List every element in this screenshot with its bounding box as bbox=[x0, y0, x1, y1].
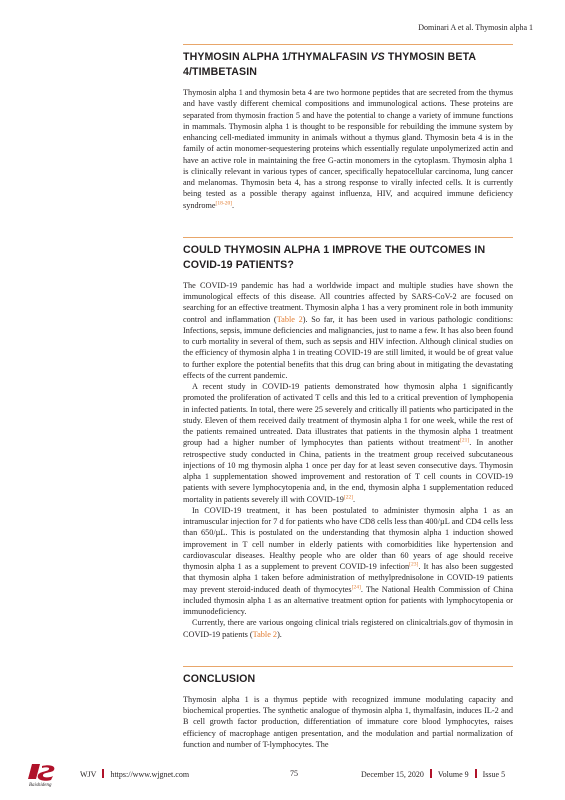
paragraph-text: Thymosin alpha 1 and thymosin beta 4 are two hormone peptides that are secreted from the thymus and have vastly different chemical compositions and immunological actions. These proteins are separated from thymosin fraction 5 and have the potential to change a variety of immune functions in mammals. Thymosin alpha 1 is thought to be responsible for rebuilding the immune system by enhancing cell-mediated immunity in animals without a thymus gland. Thymosin beta 4 is in the family of actin monomer-sequestering proteins which essentially regulate unpolymerized actin and have an active role in maintaining the free G-actin monomers in the cytoplasm. Thymosin alpha 1 is clinically relevant in various types of cancer, specifically hepatocellular carcinoma, lung cancer and melanomas. Thymosin beta 4, has a strong response to virally infected cells. It is currently being tested as a possible therapy against influenza, HIV, and acquired immune deficiency syndrome bbox=[183, 88, 513, 210]
page-number: 75 bbox=[290, 769, 298, 778]
page-footer bbox=[28, 762, 538, 788]
footer-issue-info bbox=[361, 769, 505, 779]
paragraph bbox=[183, 381, 513, 505]
section-title-conclusion: CONCLUSION bbox=[183, 672, 256, 685]
section-rule bbox=[183, 44, 513, 45]
footer-journal bbox=[80, 769, 189, 779]
title-part-a: THYMOSIN ALPHA 1/THYMALFASIN bbox=[183, 51, 371, 63]
publisher-logo-icon bbox=[28, 762, 68, 788]
publication-date: December 15, 2020 bbox=[361, 770, 424, 779]
paragraph-text: ). bbox=[277, 629, 282, 639]
svg-text:Baishideng: Baishideng bbox=[29, 783, 52, 788]
journal-abbrev: WJV bbox=[80, 770, 97, 779]
footer-separator bbox=[102, 769, 104, 778]
paragraph-text-end: . bbox=[232, 200, 235, 210]
paragraph-text: . The National Health Commission of China included thymosin alpha 1 as an alternative treatment option for patients with lymphocytopenia or immunodeficiency. bbox=[183, 584, 513, 616]
paragraph bbox=[183, 505, 513, 618]
paragraph-text: The COVID-19 pandemic has had a worldwide impact and multiple studies have shown the immunological effects of this disease. All countries affected by SARS-CoV-2 are focused on searching for an effective treatment. Thymosin alpha 1 has a very prominent role in both immunity control and inflammation ( bbox=[183, 280, 513, 324]
paragraph bbox=[183, 280, 513, 381]
paragraph: Thymosin alpha 1 is a thymus peptide with recognized immune modulating capacity and biochemical properties. The synthetic analogue of thymosin alpha 1, thymalfasin, induces IL-2 and B cell growth factor production, differentiation of immature core blood lymphocytes, raises efficiency of macrophage antigen presentation, and the modulation and partial normalization of function and number of T-lymphocytes. The bbox=[183, 694, 513, 749]
table-link[interactable]: Table 2 bbox=[276, 314, 303, 324]
citation-ref[interactable]: [24] bbox=[351, 583, 361, 590]
citation-ref[interactable]: [18-20] bbox=[215, 199, 233, 206]
section-rule bbox=[183, 237, 513, 238]
paragraph-text: A recent study in COVID-19 patients demonstrated how thymosin alpha 1 significantly promoted the proliferation of activated T cells and this led to a critical prevention of lymphopenia in infected patients. In total, there were 25 severely and critically ill patients who participated in the study. Eleven of them received daily treatment of thymosin alpha 1 for one week, while the rest of the patients remained untreated. Data illustrates that patients in the thymosin alpha 1 treatment group had a higher number of lymphocytes than patients without treatment bbox=[183, 382, 513, 448]
paragraph-text: . In another retrospective study conducted in China, patients in the treatment group received subcutaneous injections of 10 mg thymosin alpha 1 once per day for at least seven consecutive days. Thymosin alpha 1 supplementation showed improvement and restoration of T cell counts in COVID-19 patients with severe lymphocytopenia and, in the end, thymosin alpha 1 supplementation reduced mortality in patients severely ill with COVID-19 bbox=[183, 438, 513, 504]
paragraph-text: In COVID-19 treatment, it has been postulated to administer thymosin alpha 1 as an intramuscular injection for 7 d for patients who have CD8 cells less than 400/µL and CD4 cells less than 650/µL. This is postulated on the understanding that thymosin alpha 1 induction showed improvement in T cell number in elderly patients with comorbidities like hypertension and cardiovascular diseases. Healthy people who are older than 60 years of age should receive thymosin alpha 1 as a supplement to prevent COVID-19 infection bbox=[183, 505, 513, 571]
paragraph bbox=[183, 617, 513, 640]
section-title-thymosin-comparison bbox=[183, 50, 513, 80]
volume: Volume 9 bbox=[437, 770, 469, 779]
title-part-b: THYMOSIN BETA 4/TIMBETASIN bbox=[183, 51, 476, 78]
citation-ref[interactable]: [23] bbox=[409, 561, 419, 568]
article-body bbox=[183, 44, 513, 750]
paragraph-text: . bbox=[353, 494, 356, 504]
journal-url-link[interactable]: https://www.wjgnet.com bbox=[110, 770, 190, 779]
title-vs: VS bbox=[370, 51, 385, 63]
paragraph-text: ). So far, it has been used in various pathologic conditions: Infections, sepsis, immune deficiencies and malignancies, just to name a few. It has also been found to curb mortality in several of them, such as sepsis and HIV infection. Although clinical studies on the efficiency of thymosin alpha 1 in treating COVID-19 are still limited, it would be of great value to further explore the potential benefits that this drug can bring about in mitigating the devastating effects of the current pandemic. bbox=[183, 314, 513, 380]
paragraph-text: . It has also been suggested that thymosin alpha 1 taken before administration of methylprednisolone in COVID-19 patients may prevent steroid-induced death of thymocytes bbox=[183, 562, 514, 594]
citation-ref[interactable]: [21] bbox=[460, 437, 470, 444]
paragraph-text: Currently, there are various ongoing clinical trials registered on clinicaltrials.gov of thymosin in COVID-19 patients ( bbox=[183, 618, 513, 639]
section-rule bbox=[183, 666, 513, 667]
paragraph bbox=[183, 87, 513, 211]
footer-separator bbox=[475, 769, 477, 778]
running-header: Dominari A et al. Thymosin alpha 1 bbox=[418, 23, 533, 32]
table-link[interactable]: Table 2 bbox=[252, 629, 278, 639]
citation-ref[interactable]: [22] bbox=[343, 493, 354, 500]
footer-separator bbox=[430, 769, 432, 778]
issue: Issue 5 bbox=[482, 770, 506, 779]
section-title-covid: COULD THYMOSIN ALPHA 1 IMPROVE THE OUTCOMES IN COVID-19 PATIENTS? bbox=[183, 243, 486, 271]
